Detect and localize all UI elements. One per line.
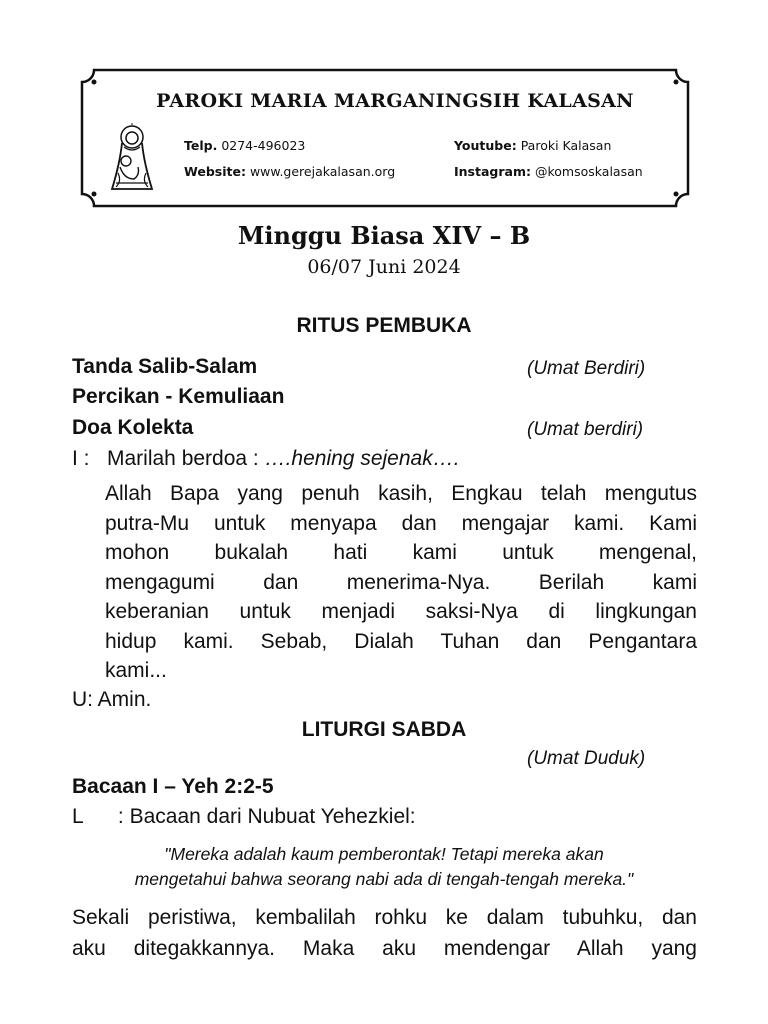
parish-header [80,68,690,208]
item-doa-kolekta: Doa Kolekta [72,416,194,439]
youtube-channel: Paroki Kalasan [520,138,612,153]
invitation-silence: ….hening sejenak…. [264,447,460,470]
website-contact: Website: www.gerejakalasan.org [184,164,396,179]
madonna-and-child-icon [102,123,162,193]
prayer-line: mohon bukalah hati kami untuk mengenal, [105,541,697,564]
phone-number: 0274-496023 [221,138,306,153]
item-percikan-kemuliaan: Percikan - Kemuliaan [72,385,285,408]
page-date: 06/07 Juni 2024 [307,256,461,278]
note-umat-berdiri: (Umat Berdiri) [527,358,646,379]
prayer-line: Allah Bapa yang penuh kasih, Engkau telah mengutus [105,482,697,505]
invitation-prefix: I : Marilah berdoa : [72,447,265,470]
instagram-contact: Instagram: @komsoskalasan [454,164,643,179]
prayer-line: kami... [105,659,167,682]
section-heading-ritus-pembuka: RITUS PEMBUKA [296,314,472,337]
youtube-contact: Youtube: Paroki Kalasan [454,138,612,153]
section-heading-liturgi-sabda: LITURGI SABDA [301,718,467,741]
note-umat-berdiri-2: (Umat berdiri) [527,419,644,440]
reading-line: Sekali peristiwa, kembalilah rohku ke dalam tubuhku, dan [72,906,697,929]
prayer-line: putra-Mu untuk menyapa dan mengajar kami. Kami [105,511,697,535]
reading-body [72,902,697,964]
collect-prayer-text [105,479,697,686]
quote-line: mengetahui bahwa seorang nabi ada di tengah-tengah mereka." [134,869,634,889]
parish-name: PAROKI MARIA MARGANINGSIH KALASAN [156,90,634,112]
page-title: Minggu Biasa XIV – B [237,221,531,250]
website-link[interactable]: www.gerejakalasan.org [249,164,396,179]
response-amin: U: Amin. [72,688,152,711]
prayer-invitation [72,447,460,471]
instagram-handle: @komsoskalasan [534,164,643,179]
prayer-line: hidup kami. Sebab, Dialah Tuhan dan Pengantara [105,629,697,653]
reading-quote [70,842,698,892]
quote-line: "Mereka adalah kaum pemberontak! Tetapi mereka akan [164,844,604,864]
reading-line: aku ditegakkannya. Maka aku mendengar Allah yang [72,937,697,960]
phone-contact: Telp. 0274-496023 [184,138,306,153]
prayer-line: mengagumi dan menerima-Nya. Berilah kami [105,570,697,594]
reading-intro: L : Bacaan dari Nubuat Yehezkiel: [72,805,416,828]
item-tanda-salib: Tanda Salib-Salam [72,355,258,378]
note-umat-duduk: (Umat Duduk) [527,748,646,769]
reading-title: Bacaan I – Yeh 2:2-5 [72,775,274,798]
prayer-line: keberanian untuk menjadi saksi-Nya di lingkungan [105,600,697,623]
